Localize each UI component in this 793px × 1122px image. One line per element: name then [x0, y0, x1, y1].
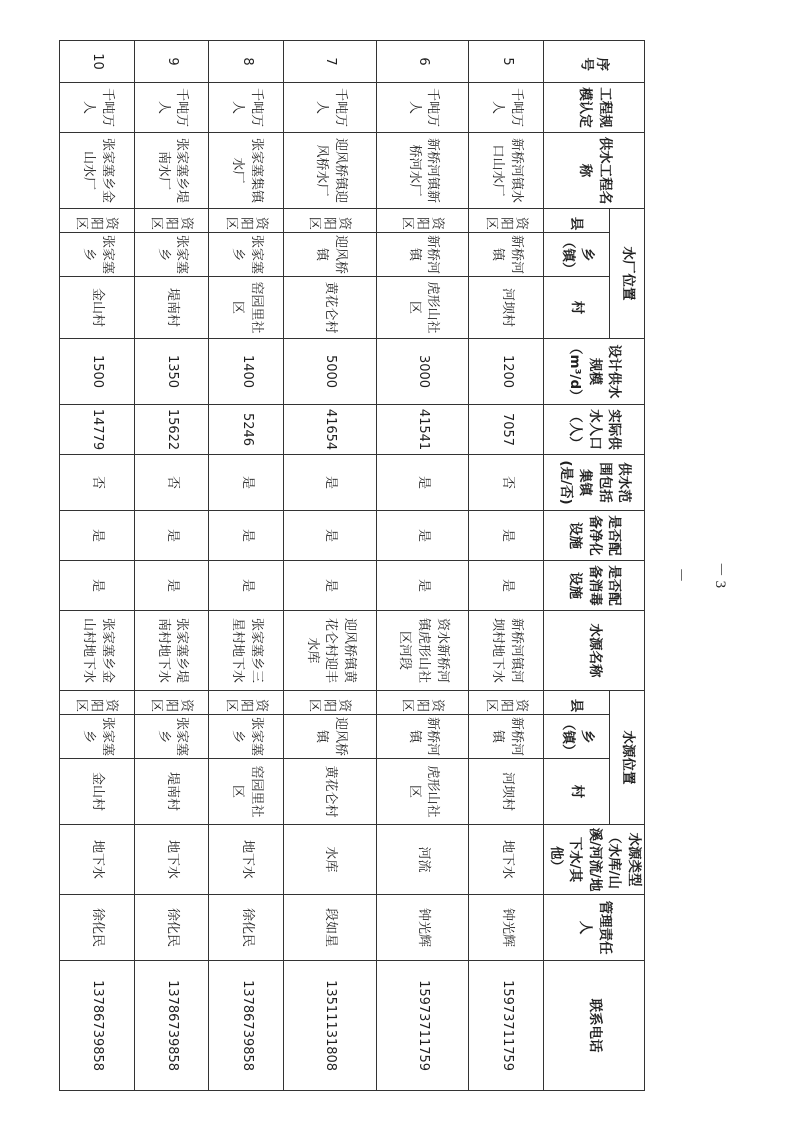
source-village-cell: 河坝村	[469, 759, 544, 825]
population-cell: 15622	[134, 405, 209, 455]
source-town-cell: 迎风桥镇	[284, 715, 377, 759]
phone-cell: 13786739858	[209, 961, 284, 1091]
population-cell: 41541	[376, 405, 469, 455]
plant-village-cell: 河坝村	[469, 277, 544, 339]
scale-cell: 千吨万人	[209, 83, 284, 133]
header-county: 县	[544, 209, 610, 233]
header-plant-location: 水厂位置	[609, 209, 644, 339]
header-disinfect: 是否配备消毒设施	[544, 561, 645, 611]
manager-cell: 钟光辉	[469, 895, 544, 961]
seq-cell: 8	[209, 41, 284, 83]
scale-cell: 千吨万人	[134, 83, 209, 133]
page-number: － 3 －	[672, 561, 728, 589]
seq-cell: 7	[284, 41, 377, 83]
header-phone: 联系电话	[544, 961, 645, 1091]
source-name-cell: 新桥河镇河坝村地下水	[469, 611, 544, 691]
covers-town-cell: 是	[376, 455, 469, 511]
phone-cell: 13511131808	[284, 961, 377, 1091]
seq-cell: 5	[469, 41, 544, 83]
project-name-cell: 新桥河镇水口山水厂	[469, 133, 544, 209]
plant-county-cell: 资阳区	[59, 209, 134, 233]
header-source-town: 乡（镇）	[544, 715, 610, 759]
source-town-cell: 张家塞乡	[59, 715, 134, 759]
header-source-county: 县	[544, 691, 610, 715]
header-row-1	[609, 41, 644, 1091]
disinfect-cell: 是	[209, 561, 284, 611]
source-type-cell: 水库	[284, 825, 377, 895]
scale-cell: 千吨万人	[376, 83, 469, 133]
header-town: 乡（镇）	[544, 233, 610, 277]
disinfect-cell: 是	[469, 561, 544, 611]
header-covers-town: 供水范围包括集镇(是/否)	[544, 455, 645, 511]
project-name-cell: 张家塞集镇水厂	[209, 133, 284, 209]
disinfect-cell: 是	[284, 561, 377, 611]
seq-cell: 10	[59, 41, 134, 83]
plant-village-cell: 堤南村	[134, 277, 209, 339]
plant-town-cell: 新桥河镇	[376, 233, 469, 277]
header-design-scale: 设计供水规模（m³/d）	[544, 339, 645, 405]
population-cell: 5246	[209, 405, 284, 455]
source-county-cell: 资阳区	[59, 691, 134, 715]
source-town-cell: 新桥河镇	[376, 715, 469, 759]
source-type-cell: 地下水	[134, 825, 209, 895]
source-county-cell: 资阳区	[376, 691, 469, 715]
scale-cell: 千吨万人	[59, 83, 134, 133]
plant-town-cell: 新桥河镇	[469, 233, 544, 277]
project-name-cell: 新桥河镇新桥河水厂	[376, 133, 469, 209]
plant-town-cell: 迎风桥镇	[284, 233, 377, 277]
covers-town-cell: 否	[134, 455, 209, 511]
source-town-cell: 新桥河镇	[469, 715, 544, 759]
table-row	[376, 41, 469, 1091]
source-type-cell: 河流	[376, 825, 469, 895]
disinfect-cell: 是	[376, 561, 469, 611]
plant-county-cell: 资阳区	[134, 209, 209, 233]
source-village-cell: 窑园里社区	[209, 759, 284, 825]
table-row	[59, 41, 134, 1091]
source-village-cell: 黄花仑村	[284, 759, 377, 825]
plant-county-cell: 资阳区	[284, 209, 377, 233]
scale-cell: 千吨万人	[284, 83, 377, 133]
population-cell: 7057	[469, 405, 544, 455]
disinfect-cell: 是	[134, 561, 209, 611]
population-cell: 41654	[284, 405, 377, 455]
header-village: 村	[544, 277, 610, 339]
covers-town-cell: 是	[209, 455, 284, 511]
source-village-cell: 堤南村	[134, 759, 209, 825]
source-town-cell: 张家塞乡	[209, 715, 284, 759]
seq-cell: 9	[134, 41, 209, 83]
source-county-cell: 资阳区	[284, 691, 377, 715]
plant-village-cell: 金山村	[59, 277, 134, 339]
header-project: 供水工程名称	[544, 133, 645, 209]
header-scale: 工程规模认定	[544, 83, 645, 133]
table-row	[469, 41, 544, 1091]
source-county-cell: 资阳区	[209, 691, 284, 715]
source-name-cell: 迎风桥镇黄花仑村迎丰水库	[284, 611, 377, 691]
manager-cell: 徐化民	[209, 895, 284, 961]
covers-town-cell: 否	[59, 455, 134, 511]
plant-village-cell: 黄花仑村	[284, 277, 377, 339]
source-town-cell: 张家塞乡	[134, 715, 209, 759]
manager-cell: 钟光辉	[376, 895, 469, 961]
header-purify: 是否配备净化设施	[544, 511, 645, 561]
header-manager: 管理责任人	[544, 895, 645, 961]
phone-cell: 15973711759	[469, 961, 544, 1091]
phone-cell: 15973711759	[376, 961, 469, 1091]
header-seq: 序号	[544, 41, 645, 83]
purify-cell: 是	[284, 511, 377, 561]
design-scale-cell: 1400	[209, 339, 284, 405]
manager-cell: 徐化民	[134, 895, 209, 961]
design-scale-cell: 1200	[469, 339, 544, 405]
manager-cell: 段如星	[284, 895, 377, 961]
project-name-cell: 迎风桥镇迎风桥水厂	[284, 133, 377, 209]
population-cell: 14779	[59, 405, 134, 455]
source-name-cell: 张家塞乡金山村地下水	[59, 611, 134, 691]
design-scale-cell: 1500	[59, 339, 134, 405]
source-village-cell: 虎形山社区	[376, 759, 469, 825]
project-name-cell: 张家塞乡金山水厂	[59, 133, 134, 209]
plant-town-cell: 张家塞乡	[209, 233, 284, 277]
plant-county-cell: 资阳区	[376, 209, 469, 233]
plant-village-cell: 窑园里社区	[209, 277, 284, 339]
design-scale-cell: 5000	[284, 339, 377, 405]
table-row	[284, 41, 377, 1091]
header-source-location: 水源位置	[609, 691, 644, 825]
purify-cell: 是	[376, 511, 469, 561]
manager-cell: 徐化民	[59, 895, 134, 961]
table-row	[209, 41, 284, 1091]
covers-town-cell: 否	[469, 455, 544, 511]
source-name-cell: 资水新桥河镇虎形山社区河段	[376, 611, 469, 691]
plant-town-cell: 张家塞乡	[59, 233, 134, 277]
header-source-name: 水源名称	[544, 611, 645, 691]
source-type-cell: 地下水	[469, 825, 544, 895]
source-village-cell: 金山村	[59, 759, 134, 825]
project-name-cell: 张家塞乡堤南水厂	[134, 133, 209, 209]
header-source-village: 村	[544, 759, 610, 825]
seq-cell: 6	[376, 41, 469, 83]
source-name-cell: 张家塞乡三星村地下水	[209, 611, 284, 691]
header-source-type: 水源类型（水库/山溪/河流/地下水/其他）	[544, 825, 645, 895]
phone-cell: 13786739858	[59, 961, 134, 1091]
disinfect-cell: 是	[59, 561, 134, 611]
source-type-cell: 地下水	[209, 825, 284, 895]
design-scale-cell: 3000	[376, 339, 469, 405]
purify-cell: 是	[209, 511, 284, 561]
purify-cell: 是	[59, 511, 134, 561]
covers-town-cell: 是	[284, 455, 377, 511]
scale-cell: 千吨万人	[469, 83, 544, 133]
phone-cell: 13786739858	[134, 961, 209, 1091]
table-row	[134, 41, 209, 1091]
header-population: 实际供水人口（人）	[544, 405, 645, 455]
plant-town-cell: 张家塞乡	[134, 233, 209, 277]
plant-village-cell: 虎形山社区	[376, 277, 469, 339]
plant-county-cell: 资阳区	[469, 209, 544, 233]
source-type-cell: 地下水	[59, 825, 134, 895]
source-name-cell: 张家塞乡堤南村地下水	[134, 611, 209, 691]
design-scale-cell: 1350	[134, 339, 209, 405]
purify-cell: 是	[469, 511, 544, 561]
water-supply-table-sheet	[74, 40, 645, 1080]
source-county-cell: 资阳区	[469, 691, 544, 715]
water-supply-table	[59, 40, 645, 1091]
source-county-cell: 资阳区	[134, 691, 209, 715]
plant-county-cell: 资阳区	[209, 209, 284, 233]
purify-cell: 是	[134, 511, 209, 561]
